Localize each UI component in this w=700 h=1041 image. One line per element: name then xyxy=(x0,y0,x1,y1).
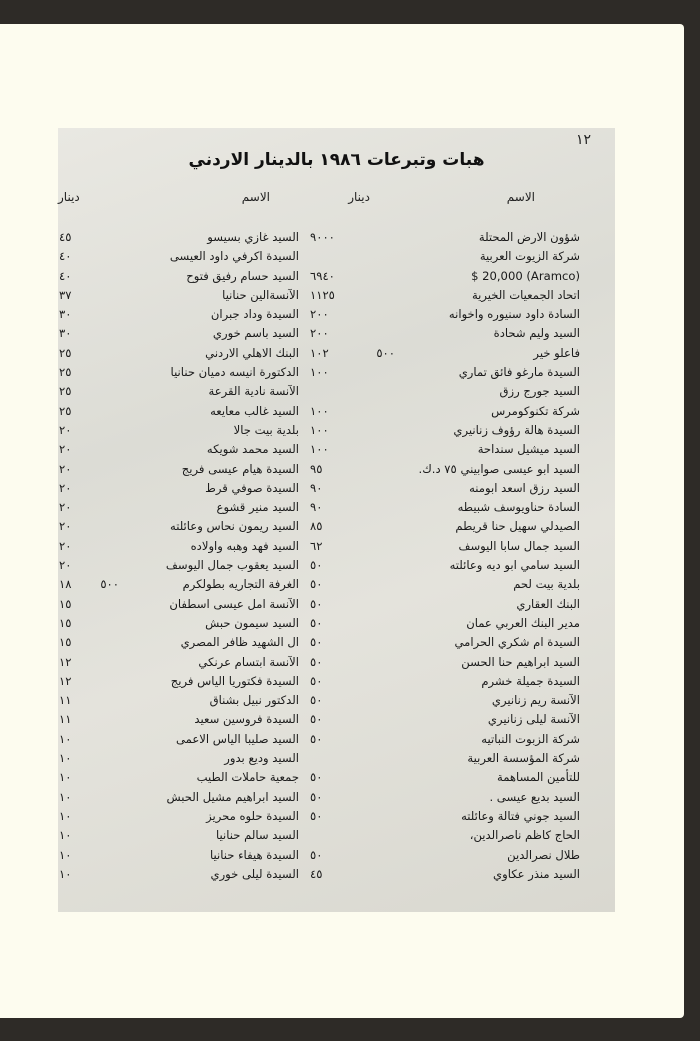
donor-row xyxy=(59,287,299,307)
donor-amount: ٢٠ xyxy=(59,442,72,457)
donor-amount: ١٥ xyxy=(59,596,72,611)
donor-amount: ١٢ xyxy=(59,673,72,688)
donor-row xyxy=(59,615,299,635)
donor-amount: ٢٠ xyxy=(59,519,72,534)
donor-name: السيدة حلوه محريز xyxy=(206,808,299,823)
page-title: هبات وتبرعات ١٩٨٦ بالدينار الاردني xyxy=(188,150,485,170)
donor-name: الآنسة ليلى زنانيري xyxy=(487,712,580,727)
donor-row xyxy=(310,326,580,345)
donor-name: السيدة اكرفي داود العيسى xyxy=(169,249,299,264)
donor-name: الآنسةالين حنانيا xyxy=(222,287,299,302)
donor-row xyxy=(59,422,299,442)
donor-row xyxy=(59,307,299,326)
donor-name: السيدة هالة رؤوف زنانيري xyxy=(453,422,580,437)
donor-amount-fraction: ٥٠٠ xyxy=(376,345,395,360)
donor-row xyxy=(59,789,299,809)
donor-amount: ١٠ xyxy=(59,770,72,785)
donor-row xyxy=(59,577,299,596)
donor-amount: ١٠٠ xyxy=(310,365,329,380)
donor-name: شركة تكنوكومرس xyxy=(491,403,580,418)
donor-row xyxy=(310,693,580,712)
donor-row xyxy=(310,577,580,596)
donor-amount: ٥٠ xyxy=(310,731,323,746)
donor-amount: ١٠ xyxy=(59,731,72,746)
donor-name: طلال نصرالدين xyxy=(507,847,580,862)
donor-name: السيدة وداد جبران xyxy=(210,307,299,322)
donor-amount: ٢٥ xyxy=(59,384,72,399)
donor-name: السيد غالب معايعه xyxy=(210,403,299,418)
donor-row xyxy=(310,539,580,558)
donor-row xyxy=(59,268,299,288)
donor-name: السيد جورج رزق xyxy=(499,384,580,399)
donor-amount: ١٨ xyxy=(59,577,72,592)
donor-name: السيد ريمون نحاس وعائلته xyxy=(170,519,299,534)
donor-name: السيد منذر عكاوي xyxy=(493,866,580,881)
donor-row xyxy=(310,423,580,442)
donor-name: $ 20,000 (Aramco) xyxy=(471,268,580,283)
donor-name: السيد رزق اسعد ابومنه xyxy=(469,480,580,495)
donor-amount: ٢٥ xyxy=(59,403,72,418)
donor-row xyxy=(310,867,580,886)
donor-amount: ٤٥ xyxy=(59,230,72,244)
donor-amount: ٢٥ xyxy=(59,345,72,360)
donor-row xyxy=(310,307,580,326)
donor-row xyxy=(59,712,299,731)
donor-row xyxy=(310,442,580,461)
donor-row xyxy=(310,230,580,249)
donor-row xyxy=(59,635,299,654)
donor-amount: ٣٠ xyxy=(59,307,72,322)
donor-row xyxy=(59,500,299,519)
donor-amount: ٢٥ xyxy=(59,365,72,380)
donor-row xyxy=(59,249,299,268)
donor-amount: ٥٠ xyxy=(310,847,323,862)
donor-name: السيد وديع بدور xyxy=(224,751,299,766)
donor-row xyxy=(59,596,299,616)
donor-name: البنك العقاري xyxy=(516,596,580,611)
donor-amount: ٦٢ xyxy=(310,538,323,553)
donor-amount: ١٠٠ xyxy=(310,442,329,457)
donor-row xyxy=(59,808,299,828)
donor-name: السادة داود سنيوره واخوانه xyxy=(448,307,580,322)
donor-row xyxy=(59,770,299,789)
donor-row xyxy=(59,230,299,249)
donor-name: السيد حسام رفيق فتوح xyxy=(186,268,299,283)
donor-amount: ٤٠ xyxy=(59,249,72,264)
donor-amount: ٥٠ xyxy=(310,596,323,611)
donor-row xyxy=(310,404,580,423)
donor-amount: ٢٠٠ xyxy=(310,307,329,322)
donor-name: للتأمين المساهمة xyxy=(497,770,580,785)
donor-name: البنك الاهلي الاردني xyxy=(205,345,299,360)
donor-amount: ١٠٢ xyxy=(310,345,329,360)
donor-row xyxy=(310,288,580,307)
donor-name: فاعلو خير xyxy=(533,345,580,360)
donor-name: بلدية بيت لحم xyxy=(513,577,580,592)
donor-name: السيد فهد وهبه واولاده xyxy=(190,538,299,553)
donor-amount: ٥٠ xyxy=(310,770,323,785)
donor-amount: ٢٠ xyxy=(59,480,72,495)
donor-amount: ٣٠ xyxy=(59,326,72,341)
donor-row xyxy=(59,828,299,847)
donor-name: شركة الزبوت النباتيه xyxy=(481,731,580,746)
donor-row xyxy=(310,346,580,365)
donor-name: السيدة صوفي قرط xyxy=(205,480,299,495)
donor-name: السيدة جميلة خشرم xyxy=(481,673,580,688)
donor-row xyxy=(59,384,299,403)
donor-row xyxy=(59,538,299,558)
donor-name: السيد ابراهيم مشيل الحبش xyxy=(166,789,299,804)
donor-amount: ١٠ xyxy=(59,789,72,804)
donor-name: السادة حناويوسف شبيطه xyxy=(457,500,580,515)
donor-row xyxy=(59,847,299,867)
donor-row xyxy=(310,809,580,828)
donor-row xyxy=(310,790,580,809)
donor-name: شركة الزيوت العربية xyxy=(479,249,580,264)
donor-row xyxy=(310,732,580,751)
donor-amount: ٥٠ xyxy=(310,789,323,804)
donor-name: السيدة ليلى خوري xyxy=(210,866,299,881)
donor-name: السيدة هيفاء حنانيا xyxy=(209,847,299,862)
donor-name: الآنسة نادية القرعة xyxy=(208,384,299,399)
header-amount-right: دينار xyxy=(348,190,370,204)
content-panel xyxy=(58,128,615,912)
donor-name: السيد باسم خوري xyxy=(212,326,299,341)
donor-amount: ٨٥ xyxy=(310,519,323,534)
donor-amount: ١١ xyxy=(59,712,72,727)
donor-amount: ٩٠٠٠ xyxy=(310,230,335,244)
donor-row xyxy=(59,673,299,693)
donor-name: السيدة ام شكري الحرامي xyxy=(454,635,580,650)
donor-amount: ٢٠ xyxy=(59,500,72,515)
donor-amount: ١٠ xyxy=(59,866,72,881)
donor-row xyxy=(310,597,580,616)
donor-name: السيد سالم حنانيا xyxy=(215,828,299,843)
donor-row xyxy=(310,848,580,867)
donor-row xyxy=(310,751,580,770)
page-number: ١٢ xyxy=(575,132,591,148)
header-amount-left: دينار xyxy=(58,190,80,204)
donor-row xyxy=(310,462,580,481)
donor-amount: ٢٠ xyxy=(59,461,72,476)
donor-amount: ٤٥ xyxy=(310,866,323,881)
donor-name: السيد سامي ابو ديه وعائلته xyxy=(449,558,580,573)
donor-name: جمعية حاملات الطيب xyxy=(196,770,299,785)
donor-amount: ١٠٠ xyxy=(310,403,329,418)
donor-name: السيدة مارغو فائق تماري xyxy=(458,365,580,380)
donor-row xyxy=(59,731,299,751)
donor-row xyxy=(310,519,580,538)
donor-row xyxy=(310,635,580,654)
donor-name: الآنسة ابتسام عرنكي xyxy=(198,654,299,669)
donor-amount: ٥٠ xyxy=(310,673,323,688)
donor-row xyxy=(310,674,580,693)
donor-amount: ٩٠ xyxy=(310,500,323,515)
donor-row xyxy=(310,616,580,635)
donor-name: السيد جوني فتالة وعائلته xyxy=(461,808,580,823)
donor-name: السيد غازي بسيسو xyxy=(207,230,299,244)
donor-name: السيد بديع عيسى . xyxy=(489,789,580,804)
donor-amount: ٦٩٤٠ xyxy=(310,268,335,283)
donor-amount: ١٠ xyxy=(59,751,72,766)
donor-row xyxy=(59,866,299,886)
donor-name: السيدة هيام عيسى فريج xyxy=(181,461,299,476)
donor-row xyxy=(59,751,299,770)
donor-name: السيد محمد شويكه xyxy=(206,442,299,457)
donor-name: الحاج كاظم ناصرالدين، xyxy=(469,828,580,843)
donor-amount: ٢٠ xyxy=(59,558,72,573)
donor-amount: ٢٠ xyxy=(59,538,72,553)
donor-row xyxy=(310,481,580,500)
donor-name: الصيدلي سهيل حنا قريطم xyxy=(455,519,580,534)
donor-row xyxy=(310,384,580,403)
donor-amount: ١٠٠ xyxy=(310,422,329,437)
donor-name: الآنسة امل عيسى اسطفان xyxy=(169,596,299,611)
donor-amount: ١١ xyxy=(59,693,72,708)
donor-amount: ٢٠ xyxy=(59,422,72,437)
donor-amount: ١٠ xyxy=(59,828,72,843)
donor-name: مدير البنك العربي عمان xyxy=(466,615,580,630)
donor-amount: ٥٠ xyxy=(310,712,323,727)
donor-amount: ٣٧ xyxy=(59,287,72,302)
donor-list-left xyxy=(59,230,299,886)
donor-amount: ٥٠ xyxy=(310,635,323,650)
donor-name: الآنسة ريم زنانيري xyxy=(491,693,580,708)
donor-amount: ١٥ xyxy=(59,635,72,650)
donor-name: السيد ابراهيم حنا الحسن xyxy=(461,654,580,669)
donor-amount: ١٥ xyxy=(59,615,72,630)
donor-name: اتحاد الجمعيات الخيرية xyxy=(471,287,580,302)
donor-amount: ٥٠ xyxy=(310,615,323,630)
donor-name: ال الشهيد ظافر المصري xyxy=(180,635,299,650)
donor-name: السيد سيمون حبش xyxy=(205,615,299,630)
donor-name: السيد ابو عيسى صوابيني ٧٥ د.ك. xyxy=(418,461,580,476)
donor-name: السيد يعقوب جمال اليوسف xyxy=(165,558,299,573)
donor-row xyxy=(59,654,299,674)
header-name-right: الاسم xyxy=(506,190,535,204)
donor-row xyxy=(310,500,580,519)
donor-amount: ١٢ xyxy=(59,654,72,669)
donor-row xyxy=(59,519,299,538)
donor-amount: ٩٠ xyxy=(310,480,323,495)
donor-list-right xyxy=(310,230,580,886)
donor-row xyxy=(310,828,580,847)
donor-row xyxy=(310,655,580,674)
donor-name: السيد وليم شحادة xyxy=(493,326,580,341)
donor-row xyxy=(310,365,580,384)
donor-amount: ١١٢٥ xyxy=(310,287,335,302)
donor-row xyxy=(59,461,299,481)
donor-row xyxy=(59,326,299,345)
donor-amount: ٩٥ xyxy=(310,461,323,476)
donor-amount: ٥٠ xyxy=(310,577,323,592)
donor-row xyxy=(310,712,580,731)
donor-name: السيدة فكتوريا الياس فريج xyxy=(170,673,299,688)
donor-amount: ٤٠ xyxy=(59,268,72,283)
donor-row xyxy=(59,558,299,577)
donor-name: السيدة فروسين سعيد xyxy=(194,712,299,727)
donor-amount: ١٠ xyxy=(59,847,72,862)
donor-row xyxy=(59,403,299,423)
donor-row xyxy=(310,770,580,789)
donor-row xyxy=(59,442,299,461)
donor-row xyxy=(310,558,580,577)
donor-name: الدكتورة انيسه دميان حنانيا xyxy=(170,365,299,380)
donor-name: شركة المؤسسة العربية xyxy=(467,751,580,766)
donor-amount: ١٠ xyxy=(59,808,72,823)
donor-amount-fraction: ٥٠٠ xyxy=(100,577,119,592)
donor-row xyxy=(59,480,299,500)
donor-name: الدكتور نبيل بشناق xyxy=(209,693,299,708)
donor-name: السيد منير قشوع xyxy=(216,500,299,515)
header-name-left: الاسم xyxy=(241,190,270,204)
donor-row xyxy=(310,249,580,268)
donor-row xyxy=(59,693,299,712)
donor-name: السيد جمال سابا اليوسف xyxy=(458,538,580,553)
donor-name: السيد ميشيل سنداحة xyxy=(477,442,580,457)
donor-amount: ٥٠ xyxy=(310,654,323,669)
donor-row xyxy=(59,365,299,384)
donor-row xyxy=(310,269,580,288)
donor-amount: ٥٠ xyxy=(310,558,323,573)
donor-amount: ٢٠٠ xyxy=(310,326,329,341)
donor-amount: ٥٠ xyxy=(310,808,323,823)
donor-amount: ٥٠ xyxy=(310,693,323,708)
document-page xyxy=(0,24,684,1018)
donor-name: الغرفة التجاريه بطولكرم xyxy=(182,577,299,592)
donor-name: شؤون الارض المحتلة xyxy=(478,230,580,244)
donor-row xyxy=(59,345,299,365)
donor-name: السيد صليبا الياس الاعمى xyxy=(175,731,299,746)
donor-name: بلدية بيت جالا xyxy=(233,422,299,437)
